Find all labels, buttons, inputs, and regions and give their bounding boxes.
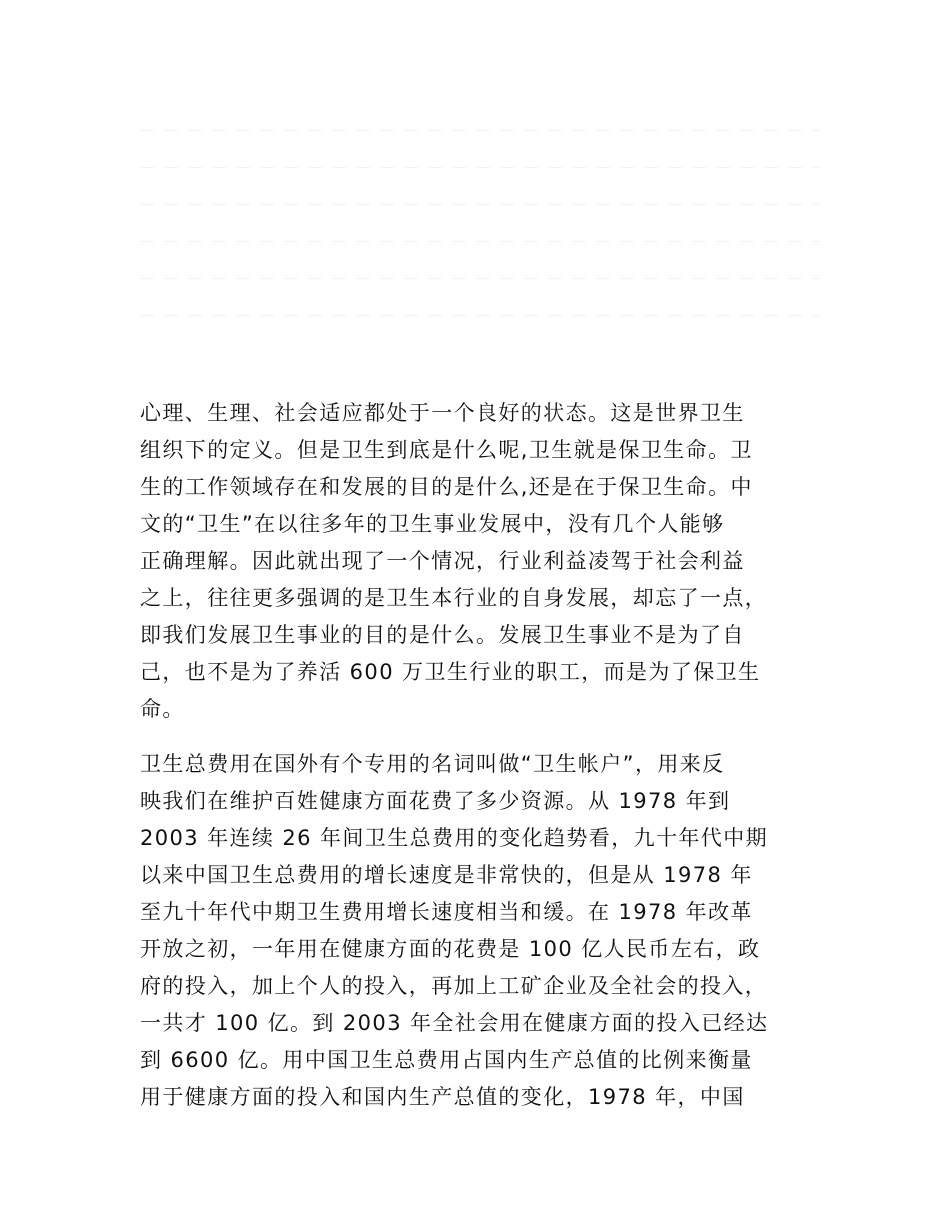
paragraph-2 <box>140 746 830 1116</box>
text-line: 以来中国卫生总费用的增长速度是非常快的，但是从 1978 年 <box>140 863 753 887</box>
text-line: 文的“卫生”在以往多年的卫生事业发展中，没有几个人能够 <box>140 512 725 536</box>
text-line: 一共才 100 亿。到 2003 年全社会用在健康方面的投入已经达 <box>140 1011 769 1035</box>
text-line: 2003 年连续 26 年间卫生总费用的变化趋势看，九十年代中期 <box>140 826 768 850</box>
text-line: 府的投入，加上个人的投入，再加上工矿企业及全社会的投入， <box>140 974 768 998</box>
paragraph-spacer <box>140 728 830 746</box>
text-line: 生的工作领域存在和发展的目的是什么,还是在于保卫生命。中 <box>140 475 753 499</box>
text-line: 开放之初，一年用在健康方面的花费是 100 亿人民币左右，政 <box>140 937 761 961</box>
text-line: 正确理解。因此就出现了一个情况，行业利益凌驾于社会利益 <box>140 549 745 573</box>
faded-line <box>140 315 820 316</box>
paragraph-1 <box>140 395 830 728</box>
text-line: 至九十年代中期卫生费用增长速度相当和缓。在 1978 年改革 <box>140 900 753 924</box>
text-line: 映我们在维护百姓健康方面花费了多少资源。从 1978 年到 <box>140 789 731 813</box>
text-line: 卫生总费用在国外有个专用的名词叫做“卫生帐户”，用来反 <box>140 752 725 776</box>
text-line: 组织下的定义。但是卫生到底是什么呢,卫生就是保卫生命。卫 <box>140 438 753 462</box>
text-line: 命。 <box>140 697 185 721</box>
text-line: 即我们发展卫生事业的目的是什么。发展卫生事业不是为了自 <box>140 623 745 647</box>
faded-line <box>140 278 820 279</box>
text-line: 用于健康方面的投入和国内生产总值的变化，1978 年，中国 <box>140 1085 745 1109</box>
body-text <box>140 395 830 1116</box>
faded-line <box>140 167 820 168</box>
faded-line <box>140 130 820 131</box>
faded-header-area <box>140 130 820 370</box>
text-line: 心理、生理、社会适应都处于一个良好的状态。这是世界卫生 <box>140 401 745 425</box>
text-line: 己，也不是为了养活 600 万卫生行业的职工，而是为了保卫生 <box>140 660 761 684</box>
text-line: 之上，往往更多强调的是卫生本行业的自身发展，却忘了一点， <box>140 586 768 610</box>
text-line: 到 6600 亿。用中国卫生总费用占国内生产总值的比例来衡量 <box>140 1048 753 1072</box>
faded-line <box>140 204 820 205</box>
faded-line <box>140 241 820 242</box>
